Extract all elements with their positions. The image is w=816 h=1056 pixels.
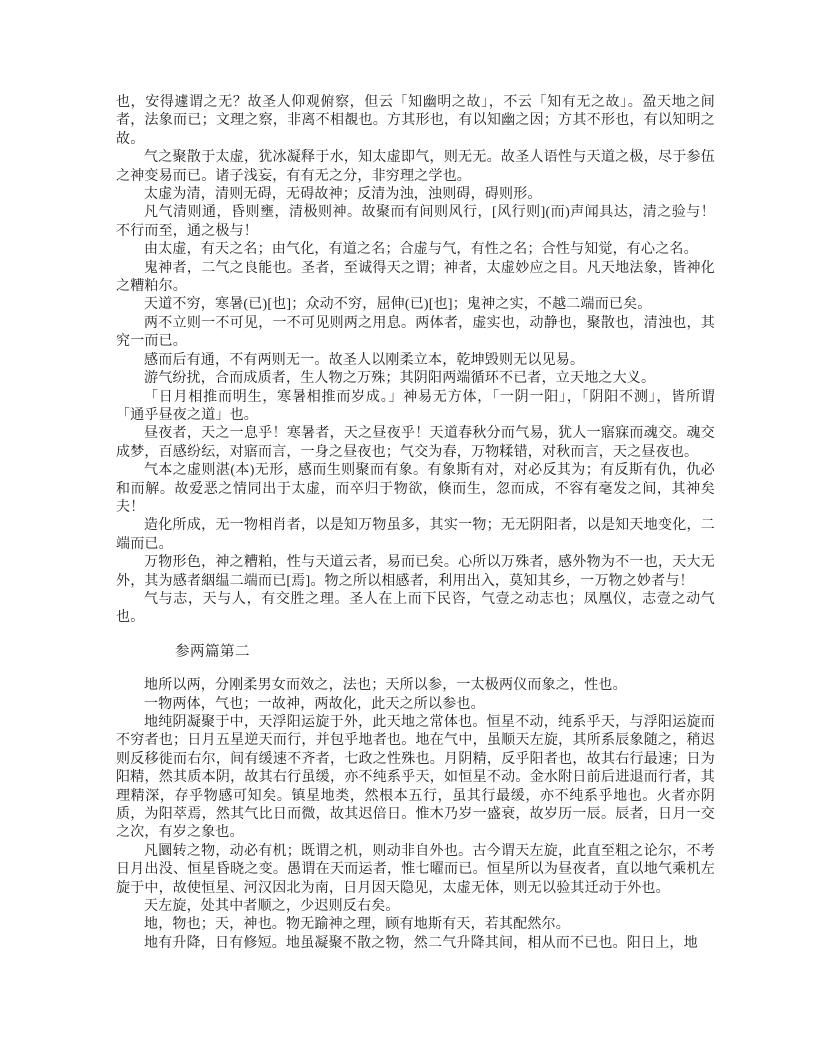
paragraph: 凡气清则通，昏则壅，清极则神。故聚而有间则风行，[风行则](而)声闻具达，清之验与！不行而至，通之极与！: [116, 205, 715, 239]
paragraph: 感而后有通，不有两则无一。故圣人以刚柔立本，乾坤毁则无以见易。: [144, 352, 585, 368]
paragraph: 「日月相推而明生，寒暑相推而岁成。」神易无方体，「一阴一阳」，「阴阳不测」，皆所谓「通乎昼夜之道」也。: [116, 389, 715, 423]
paragraph: 两不立则一不可见，一不可见则两之用息。两体者，虚实也，动静也，聚散也，清浊也，其究一而已。: [116, 315, 715, 350]
paragraph: 由太虚，有天之名；由气化，有道之名；合虚与气，有性之名；合性与知觉，有心之名。: [144, 242, 698, 258]
paragraph: 昼夜者，天之一息乎！寒暑者，天之昼夜乎！天道春秋分而气易，犹人一寤寐而魂交。魂交成梦，百感纷纭，对寤而言，一身之昼夜也；气交为春，万物糅错，对秋而言，天之昼夜也。: [116, 426, 715, 460]
paragraph: 游气纷扰，合而成质者，生人物之万殊；其阴阳两端循环不已者，立天地之大义。: [144, 371, 656, 387]
paragraph: 气之聚散于太虚，犹冰凝释于水，知太虚即气，则无无。故圣人语性与天道之极，尽于参伍之神变易而已。诸子浅妄，有有无之分，非穷理之学也。: [116, 150, 715, 184]
paragraph: 天左旋，处其中者顺之，少迟则反右矣。: [144, 899, 400, 915]
paragraph: 地所以两，分刚柔男女而效之，法也；天所以参，一太极两仪而象之，性也。: [144, 678, 627, 694]
section-title: 参两篇第二: [175, 643, 250, 660]
paragraph: 太虚为清，清则无碍，无碍故神；反清为浊，浊则碍，碍则形。: [144, 187, 542, 203]
paragraph: 万物形色，神之糟粕，性与天道云者，易而已矣。心所以万殊者，感外物为不一也，天大无外，其为感者絪缊二端而已[焉]。物之所以相感者，利用出入，莫知其乡，一万物之妙者与！: [116, 555, 715, 589]
paragraph: 天道不穷，寒暑(已)[也]；众动不穷，屈伸(已)[也]；鬼神之实，不越二端而已矣。: [144, 297, 652, 313]
paragraph: 造化所成，无一物相肖者，以是知万物虽多，其实一物；无无阴阳者，以是知天地变化，二端而已。: [116, 518, 715, 552]
paragraph: 气与志，天与人，有交胜之理。圣人在上而下民咨，气壹之动志也；凤凰仪，志壹之动气也。: [116, 591, 715, 626]
paragraph: 也，安得遽谓之无？故圣人仰观俯察，但云「知幽明之故」，不云「知有无之故」。盈天地之间者，法象而已；文理之察，非离不相覩也。方其形也，有以知幽之因；方其不形也，有以知明之故。: [116, 95, 715, 147]
paragraph: 一物两体，气也；一故神，两故化，此天之所以参也。: [144, 696, 485, 712]
text-column: [116, 94, 715, 953]
paragraph: 鬼神者，二气之良能也。圣者，至诚得天之谓；神者，太虚妙应之目。凡天地法象，皆神化之糟粕尔。: [116, 260, 715, 295]
paragraph: 地，物也；天，神也。物无踰神之理，顾有地斯有天，若其配然尔。: [144, 917, 570, 933]
paragraph: 凡圜转之物，动必有机；既谓之机，则动非自外也。古今谓天左旋，此直至粗之论尔，不考日月出没、恒星昏晓之变。愚谓在天而运者，惟七曜而已。恒星所以为昼夜者，直以地气乘机左旋于中，故使恒星、河汉因北为南，日月因天隐见，太虚无体，则无以验其迁动于外也。: [116, 843, 715, 896]
paragraph: 气本之虚则湛(本)无形，感而生则聚而有象。有象斯有对，对必反其为；有反斯有仇，仇必和而解。故爱恶之情同出于太虚，而卒归于物欲，倏而生，忽而成，不容有毫发之间，其神矣夫！: [116, 463, 715, 515]
paragraph: 地纯阴凝聚于中，天浮阳运旋于外，此天地之常体也。恒星不动，纯系乎天，与浮阳运旋而不穷者也；日月五星逆天而行，并包乎地者也。地在气中，虽顺天左旋，其所系辰象随之，稍迟则反移徙而右尔，间有缓速不齐者，七政之性殊也。月阴精，反乎阳者也，故其右行最速；日为阳精，然其质本阴，故其右行虽缓，亦不纯系乎天，如恒星不动。金水附日前后进退而行者，其理精深，存乎物感可知矣。镇星地类，然根本五行，虽其行最缓，亦不纯系乎地也。火者亦阴质，为阳萃焉，然其气比日而微，故其迟倍日。惟木乃岁一盛衰，故岁历一辰。辰者，日月一交之次，有岁之象也。: [116, 715, 715, 841]
paragraph: 地有升降，日有修短。地虽凝聚不散之物，然二气升降其间，相从而不已也。阳日上，地: [144, 935, 698, 951]
